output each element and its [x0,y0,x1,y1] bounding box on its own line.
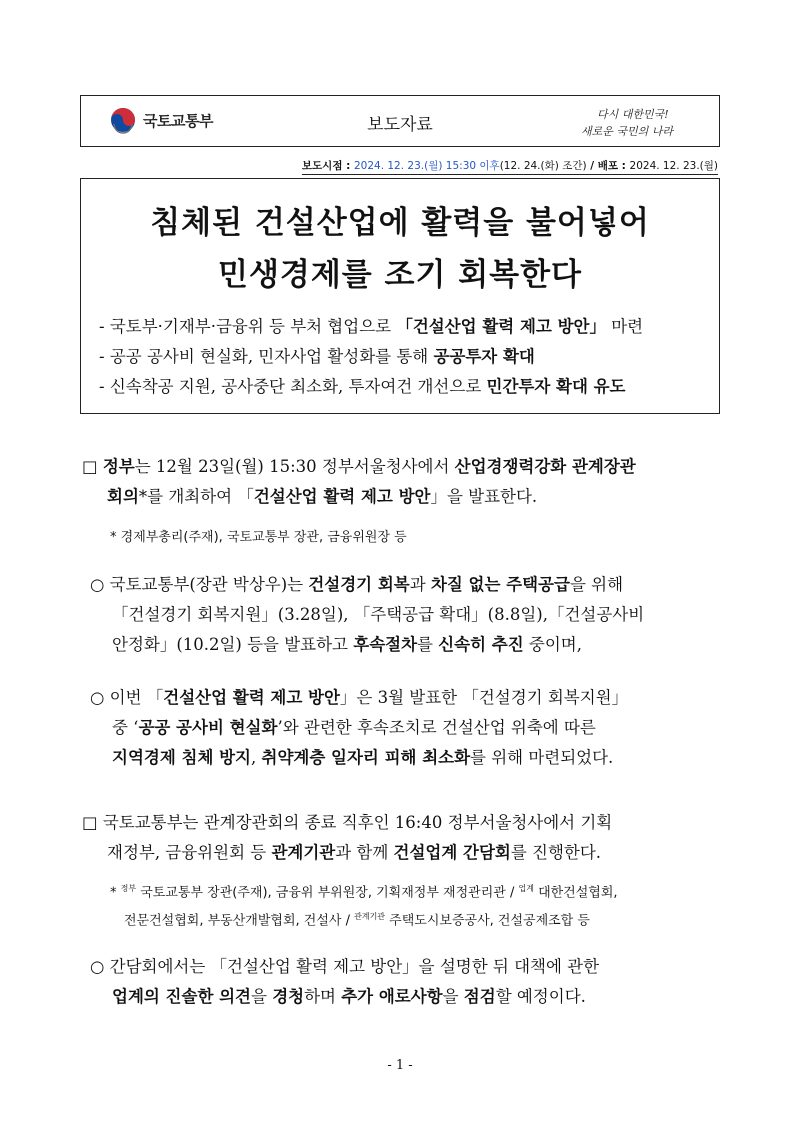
ministry-name: 국토교통부 [143,111,213,130]
summary-item: - 국토부·기재부·금융위 등 부처 협업으로 「건설산업 활력 제고 방안」 마련 [99,317,644,336]
circle-bullet: ○ [90,957,105,976]
square-bullet: □ [82,813,98,832]
footnote-1: * 경제부총리(주재), 국토교통부 장관, 금융위원장 등 [110,530,407,545]
headline-line-2: 민생경제를 조기 회복한다 [218,257,582,293]
square-bullet: □ [82,457,98,476]
paragraph-1: □ 정부는 12월 23일(월) 15:30 정부서울청사에서 산업경쟁력강화 관계장관 회의*를 개최하여 「건설산업 활력 제고 방안」을 발표한다. [82,457,636,506]
title-box [80,178,720,414]
slogan-line-2: 새로운 국민의 나라 [581,125,674,138]
summary-list [99,312,643,402]
footnote-2: * $^{정부}$ 국토교통부 장관(주재), 금융위 부위원장, 기획재정부 재정관리관 / $^{업계}$ 대한건설협회, 전문건설협회, 부동산개발협회, 건설사 / $^{관계기관}$ 주택도시보증공사, 건설공제조합 등 [110,884,618,929]
header-box [80,95,720,147]
circle-bullet: ○ [90,575,105,594]
release-info [302,158,718,175]
release-sep: / 배포 : [586,160,630,172]
summary-item: - 공공 공사비 현실화, 민자사업 활성화를 통해 공공투자 확대 [99,347,535,366]
calligraphy-slogan-icon [575,102,705,142]
release-label: 보도시점 : [301,160,354,172]
summary-item: - 신속착공 지원, 공사중단 최소화, 투자여건 개선으로 민간투자 확대 유도 [99,377,626,396]
release-paper: (12. 24.(화) 조간) [499,160,587,172]
circle-bullet: ○ [90,688,105,707]
release-distribution: 2024. 12. 23.(월) [629,160,718,172]
page-number: - 1 - [387,1058,413,1073]
release-time: 2024. 12. 23.(월) 15:30 이후 [353,160,500,172]
slogan-line-1: 다시 대한민국! [597,108,669,121]
paragraph-3: ○ 이번 「건설산업 활력 제고 방안」은 3월 발표한 「건설경기 회복지원」 중 ‘공공 공사비 현실화’와 관련한 후속조치로 건설산업 위축에 따른 지역경제 침체 방지, 취약계층 일자리 피해 최소화를 위해 마련되었다. [90,688,629,767]
paragraph-5: ○ 간담회에서는 「건설산업 활력 제고 방안」을 설명한 뒤 대책에 관한 업계의 진솔한 의견을 경청하며 추가 애로사항을 점검할 예정이다. [90,957,600,1006]
paragraph-2: ○ 국토교통부(장관 박상우)는 건설경기 회복과 차질 없는 주택공급을 위해 「건설경기 회복지원」(3.28일), 「주택공급 확대」(8.8일),「건설공사비 안정화」(10.2일) 등을 발표하고 후속절차를 신속히 추진 중이며, [90,575,645,654]
press-release-label: 보도자료 [367,115,433,135]
headline-line-1: 침체된 건설산업에 활력을 불어넣어 [150,205,650,241]
slogan-calligraphy [575,102,705,142]
headline [81,197,719,301]
paragraph-4: □ 국토교통부는 관계장관회의 종료 직후인 16:40 정부서울청사에서 기획 재정부, 금융위원회 등 관계기관과 함께 건설업계 간담회를 진행한다. [82,813,613,862]
